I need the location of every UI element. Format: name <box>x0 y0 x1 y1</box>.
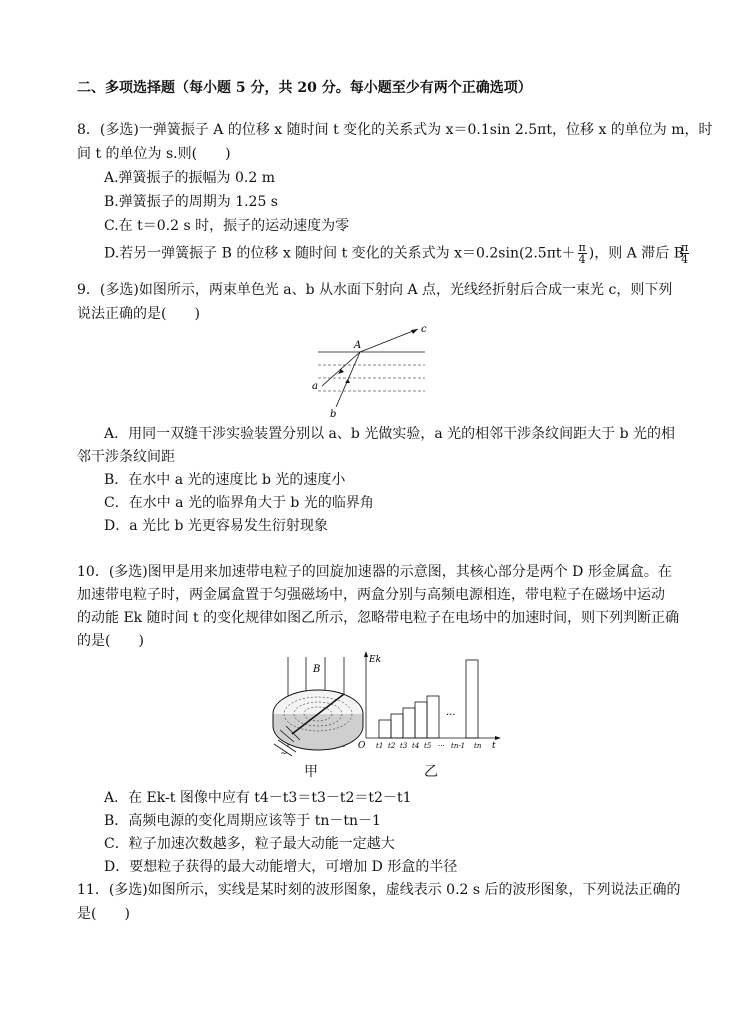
ray-a-label: a <box>312 381 318 392</box>
ray-b-arrowhead <box>345 379 350 383</box>
q9-option-c: C．在水中 a 光的临界角大于 b 光的临界角 <box>104 495 374 511</box>
ray-b-label: b <box>330 409 337 420</box>
tick-t3: t3 <box>400 742 408 750</box>
q8-stem-line1: 8．(多选)一弹簧振子 A 的位移 x 随时间 t 变化的关系式为 x＝0.1sin 2.5πt，位移 x 的单位为 m，时 <box>77 122 713 138</box>
q8-stem-line2: 间 t 的单位为 s.则( ) <box>77 146 231 162</box>
q8-option-d-end-fraction: $\frac{\pi}{4}$ <box>681 241 689 266</box>
tick-t4: t4 <box>412 742 420 750</box>
q9-stem-line1: 9．(多选)如图所示，两束单色光 a、b 从水面下射向 A 点，光线经折射后合成一束光 c，则下列 <box>77 282 673 298</box>
fig-yi-caption: 乙 <box>424 764 438 780</box>
point-a-label: A <box>354 340 362 351</box>
q10-option-b: B．高频电源的变化周期应该等于 tn－tn－1 <box>104 813 381 829</box>
ek-bar-n <box>466 660 478 738</box>
ek-bar-3 <box>403 708 415 738</box>
ek-chart-dots: ··· <box>446 710 456 721</box>
ek-t-chart <box>356 648 506 756</box>
q11-stem-line1: 11．(多选)如图所示，实线是某时刻的波形图象，虚线表示 0.2 s 后的波形图象，下列说法正确的 <box>77 882 681 898</box>
q8-option-d <box>104 242 684 265</box>
q10-stem-line1: 10．(多选)图甲是用来加速带电粒子的回旋加速器的示意图，其核心部分是两个 D 形金属盒。在 <box>77 564 672 580</box>
q8-option-c: C.在 t＝0.2 s 时，振子的运动速度为零 <box>104 218 350 234</box>
q11-stem-line2: 是( ) <box>77 906 130 922</box>
t-axis-arrow <box>495 736 501 740</box>
q8-option-d-text: D.若另一弹簧振子 B 的位移 x 随时间 t 变化的关系式为 x＝0.2sin(2.5πt＋ <box>104 245 576 262</box>
q10-option-c: C．粒子加速次数越多，粒子最大动能一定越大 <box>104 836 395 852</box>
ek-bar-5 <box>427 696 439 738</box>
q8-option-d-text-end: )，则 A 滞后 B <box>588 245 684 262</box>
q8-option-d-fraction: $\frac{\pi}{4}$ <box>578 241 586 266</box>
q10-stem-line4: 的是( ) <box>77 633 144 649</box>
tick-t2: t2 <box>388 742 396 750</box>
q8-option-a: A.弹簧振子的振幅为 0.2 m <box>104 170 276 186</box>
q9-stem-line2: 说法正确的是( ) <box>77 306 200 322</box>
ek-bar-2 <box>391 714 403 738</box>
ray-c-label: c <box>421 324 427 335</box>
dee-side <box>273 714 363 750</box>
tick-tn-1: tn-1 <box>451 742 466 750</box>
ek-bar-1 <box>379 720 391 738</box>
q10-option-d: D．要想粒子获得的最大动能增大，可增加 D 形盒的半径 <box>104 859 458 875</box>
section-title: 二、多项选择题（每小题 5 分，共 20 分。每小题至少有两个正确选项） <box>77 80 532 96</box>
q10-stem-line2: 加速带电粒子时，两金属盒置于匀强磁场中，两盒分别与高频电源相连，带电粒子在磁场中运动 <box>77 587 665 603</box>
ac-source-icon: ~ <box>280 749 288 759</box>
fig-jia-caption: 甲 <box>304 764 318 780</box>
ray-a-arrowhead <box>338 369 344 374</box>
q9-option-d: D．a 光比 b 光更容易发生衍射现象 <box>104 518 328 534</box>
ray-c-arrowhead <box>411 329 418 334</box>
tick-t5: t5 <box>424 742 432 750</box>
q10-stem-line3: 的动能 Ek 随时间 t 的变化规律如图乙所示，忽略带电粒子在电场中的加速时间，则下列判断正确 <box>77 610 680 626</box>
ray-c <box>360 329 418 352</box>
q9-option-a-line2: 邻干涉条纹间距 <box>77 449 175 465</box>
tick-t1: t1 <box>376 742 384 750</box>
tick-tn: tn <box>474 742 482 750</box>
q10-option-a: A．在 Ek-t 图像中应有 t4－t3＝t3－t2＝t2－t1 <box>104 790 412 806</box>
t-axis-label: t <box>492 741 496 751</box>
origin-label: O <box>358 741 366 751</box>
ek-bar-4 <box>415 702 427 738</box>
ek-axis-arrow <box>364 651 368 657</box>
b-field-label: B <box>313 664 321 675</box>
refraction-diagram <box>300 322 440 422</box>
q9-option-b: B．在水中 a 光的速度比 b 光的速度小 <box>104 472 346 488</box>
ek-axis-label: Ek <box>369 655 382 665</box>
tick-dots: ··· <box>438 742 445 750</box>
q9-option-a-line1: A．用同一双缝干涉实验装置分别以 a、b 光做实验，a 光的相邻干涉条纹间距大于 b 光的相 <box>104 426 675 442</box>
q8-option-b: B.弹簧振子的周期为 1.25 s <box>104 194 278 210</box>
